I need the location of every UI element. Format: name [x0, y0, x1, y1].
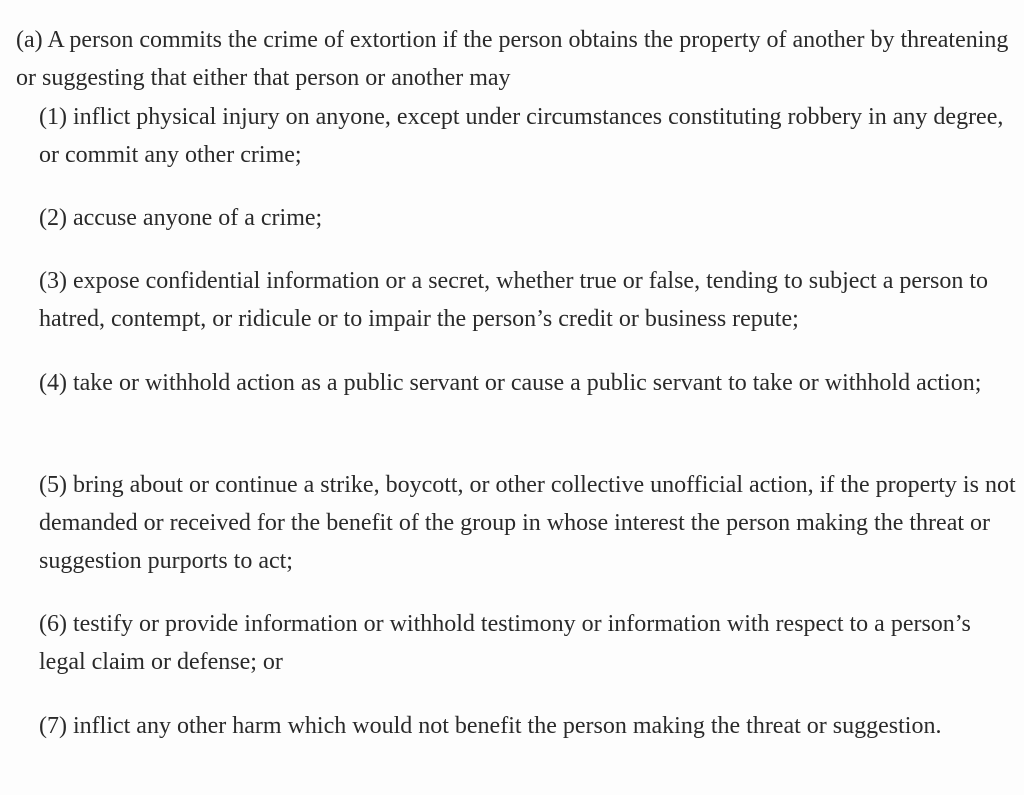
paragraph-1-text: inflict physical injury on anyone, except under circumstances constituting robbery in any degree, or commit any other crime;	[39, 104, 1004, 168]
paragraph-1-label: (1)	[39, 104, 67, 130]
paragraph-7	[39, 707, 1017, 745]
paragraph-2-label: (2)	[39, 205, 67, 231]
paragraph-5-label: (5)	[39, 472, 67, 498]
paragraph-4-label: (4)	[39, 370, 67, 396]
paragraph-3	[39, 262, 1017, 338]
paragraph-5-text: bring about or continue a strike, boycott, or other collective unofficial action, if the property is not demanded or received for the benefit of the group in whose interest the person making the threat or suggestion purports to act;	[39, 472, 1016, 574]
subsection-a-text: A person commits the crime of extortion if the person obtains the property of another by threatening or suggesting that either that person or another may	[16, 27, 1009, 91]
paragraph-4-text: take or withhold action as a public servant or cause a public servant to take or withhold action;	[72, 370, 982, 396]
paragraph-7-label: (7)	[39, 713, 67, 739]
paragraph-4	[39, 364, 1017, 402]
subsection-a-label: (a)	[16, 27, 43, 53]
paragraph-7-text: inflict any other harm which would not benefit the person making the threat or suggestion.	[72, 713, 942, 739]
paragraph-3-label: (3)	[39, 268, 67, 294]
paragraph-6-label: (6)	[39, 611, 67, 637]
paragraph-6-text: testify or provide information or withhold testimony or information with respect to a person’s legal claim or defense; or	[39, 611, 971, 675]
paragraph-3-text: expose confidential information or a secret, whether true or false, tending to subject a person to hatred, contempt, or ridicule or to impair the person’s credit or business repute;	[39, 268, 989, 332]
paragraph-1	[39, 98, 1017, 174]
paragraph-2-text: accuse anyone of a crime;	[72, 205, 323, 231]
paragraph-6	[39, 605, 1017, 681]
paragraph-2	[39, 199, 1017, 237]
subsection-a	[16, 21, 1016, 97]
paragraph-5	[39, 466, 1017, 580]
